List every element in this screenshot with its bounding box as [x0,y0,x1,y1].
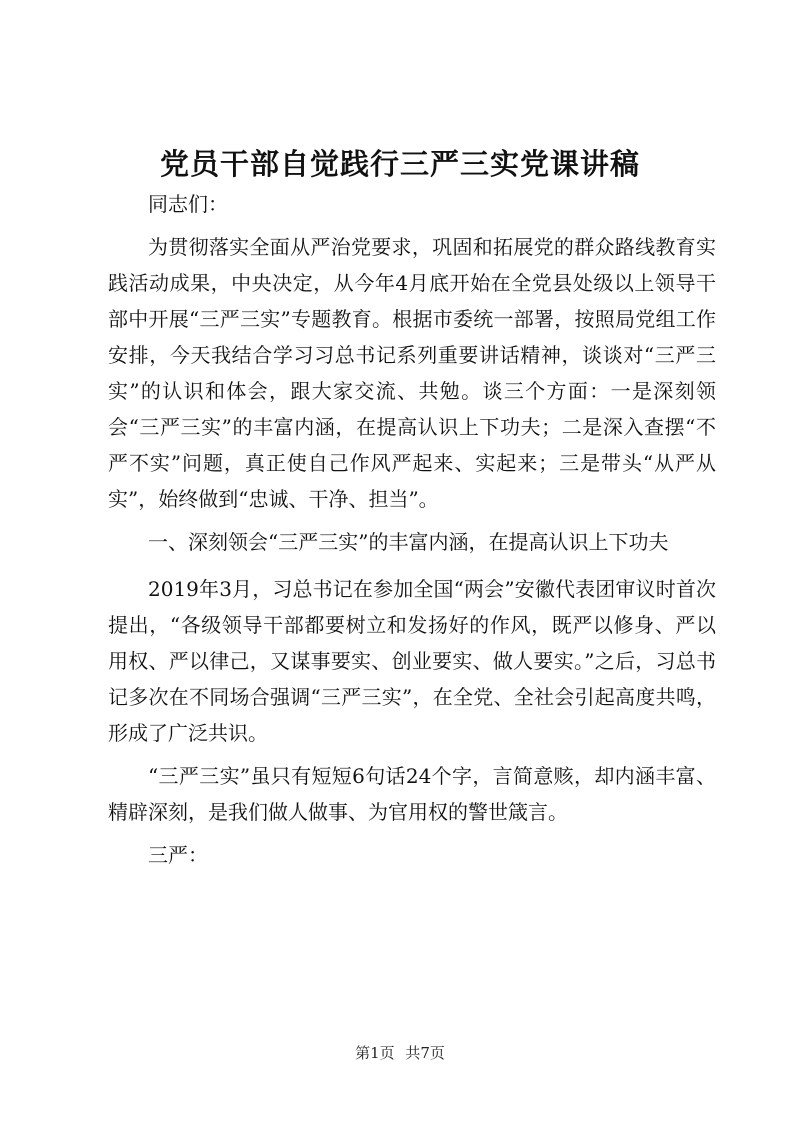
document-title: 党员干部自觉践行三严三实党课讲稿 [159,147,640,181]
body-paragraph: “三严三实”虽只有短短6句话24个字，言简意赅，却内涵丰富、精辟深刻，是我们做人做事、为官用权的警世箴言。 [108,764,716,824]
page-footer [0,1043,800,1063]
document-body [108,186,716,873]
page-total: 共7页 [405,1044,445,1062]
body-paragraph: 2019年3月，习总书记在参加全国“两会”安徽代表团审议时首次提出，“各级领导干部都要树立和发扬好的作风，既严以修身、严以用权、严以律己，又谋事要实、创业要实、做人要实。”之后，习总书记多次在不同场合强调“三严三实”，在全党、全社会引起高度共鸣，形成了广泛共识。 [108,577,716,745]
subheading: 三严： [148,843,208,867]
intro-paragraph: 为贯彻落实全面从严治党要求，巩固和拓展党的群众路线教育实践活动成果，中央决定，从今年4月底开始在全党县处级以上领导干部中开展“三严三实”专题教育。根据市委统一部署，按照局党组工作安排，今天我结合学习习总书记系列重要讲话精神，谈谈对“三严三实”的认识和体会，跟大家交流、共勉。谈三个方面：一是深刻领会“三严三实”的丰富内涵，在提高认识上下功夫；二是深入查摆“不严不实”问题，真正使自己作风严起来、实起来；三是带头“从严从实”，始终做到“忠诚、干净、担当”。 [108,235,716,511]
page-number: 第1页 [355,1044,395,1062]
salutation: 同志们： [148,192,228,216]
section-heading: 一、深刻领会“三严三实”的丰富内涵，在提高认识上下功夫 [148,530,669,554]
